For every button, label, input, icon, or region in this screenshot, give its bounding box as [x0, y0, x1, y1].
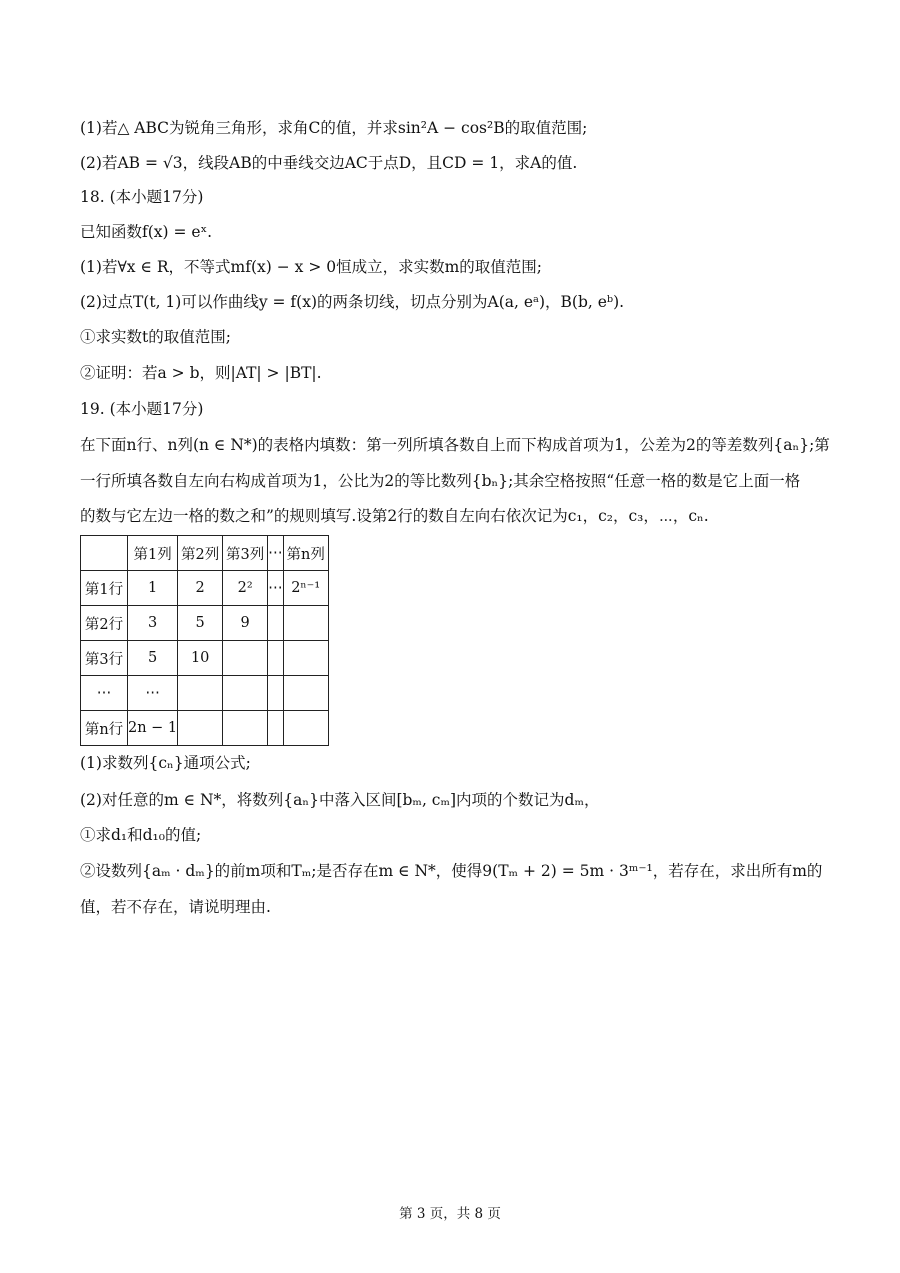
table-cell: ⋯	[81, 676, 128, 711]
q19-part2-sub2: ②设数列{aₘ · dₘ}的前m项和Tₘ;是否存在m ∈ N*，使得9(Tₘ + 2) = 5m · 3ᵐ⁻¹，若存在，求出所有m的	[80, 862, 823, 880]
table-cell: 第n行	[81, 711, 128, 746]
table-cell: 第3行	[81, 641, 128, 676]
table-cell	[223, 641, 268, 676]
q19-part2: (2)对任意的m ∈ N*，将数列{aₙ}中落入区间[bₘ, cₘ]内项的个数记为dₘ，	[80, 791, 600, 809]
table-cell	[268, 711, 284, 746]
table-row	[81, 711, 329, 746]
q18-part2-sub2: ②证明：若a > b，则|AT| > |BT|.	[80, 364, 322, 382]
table-cell	[178, 711, 223, 746]
table-header-row	[81, 536, 329, 571]
table-cell	[283, 641, 328, 676]
table-cell: 5	[128, 641, 178, 676]
page-footer: 第 3 页，共 8 页	[399, 1206, 501, 1222]
q18-part1: (1)若∀x ∈ R，不等式mf(x) − x > 0恒成立，求实数m的取值范围;	[80, 258, 543, 276]
table-cell	[178, 676, 223, 711]
table-cell: 2n − 1	[128, 711, 178, 746]
q18-heading: 18. (本小题17分)	[80, 188, 204, 206]
table-cell: 第n列	[283, 536, 328, 571]
q19-part2-sub2-cont: 值，若不存在，请说明理由.	[80, 898, 271, 916]
table-cell: ⋯	[268, 536, 284, 571]
table-row	[81, 571, 329, 606]
table-row	[81, 641, 329, 676]
table-row	[81, 676, 329, 711]
q19-stem-line2: 一行所填各数自左向右构成首项为1，公比为2的等比数列{bₙ};其余空格按照“任意一格的数是它上面一格	[80, 472, 801, 490]
table-cell	[283, 711, 328, 746]
q17-part2: (2)若AB = √3，线段AB的中垂线交边AC于点D，且CD = 1，求A的值.	[80, 154, 578, 172]
table-cell	[223, 711, 268, 746]
table-cell: 9	[223, 606, 268, 641]
table-cell	[268, 641, 284, 676]
table-cell	[81, 536, 128, 571]
table-cell	[283, 676, 328, 711]
q18-part2-sub1: ①求实数t的取值范围;	[80, 328, 231, 346]
table-cell: ⋯	[128, 676, 178, 711]
number-grid-table	[80, 535, 329, 746]
table-cell: ⋯	[268, 571, 284, 606]
table-cell: 第1列	[128, 536, 178, 571]
table-row	[81, 606, 329, 641]
table-cell: 2ⁿ⁻¹	[283, 571, 328, 606]
table-cell: 2	[178, 571, 223, 606]
q19-heading: 19. (本小题17分)	[80, 400, 204, 418]
q18-part2: (2)过点T(t, 1)可以作曲线y = f(x)的两条切线，切点分别为A(a, eᵃ)，B(b, eᵇ).	[80, 293, 625, 311]
table-cell: 第3列	[223, 536, 268, 571]
table-cell: 10	[178, 641, 223, 676]
q17-part1: (1)若△ ABC为锐角三角形，求角C的值，并求sin²A − cos²B的取值范围;	[80, 119, 588, 137]
table-cell: 5	[178, 606, 223, 641]
table-cell: 第1行	[81, 571, 128, 606]
table-cell	[268, 606, 284, 641]
q18-stem: 已知函数f(x) = eˣ.	[80, 223, 213, 241]
table-cell: 第2列	[178, 536, 223, 571]
q19-stem-line1: 在下面n行、n列(n ∈ N*)的表格内填数：第一列所填各数自上而下构成首项为1，公差为2的等差数列{aₙ};第	[80, 436, 830, 454]
table-cell	[223, 676, 268, 711]
table-cell: 3	[128, 606, 178, 641]
table-cell: 第2行	[81, 606, 128, 641]
table-cell	[283, 606, 328, 641]
table-cell: 1	[128, 571, 178, 606]
q19-part2-sub1: ①求d₁和d₁₀的值;	[80, 826, 202, 844]
table-cell: 2²	[223, 571, 268, 606]
q19-stem-line3: 的数与它左边一格的数之和”的规则填写.设第2行的数自左向右依次记为c₁，c₂，c₃，⋯，cₙ.	[80, 507, 709, 525]
q19-part1: (1)求数列{cₙ}通项公式;	[80, 754, 251, 772]
table-cell	[268, 676, 284, 711]
